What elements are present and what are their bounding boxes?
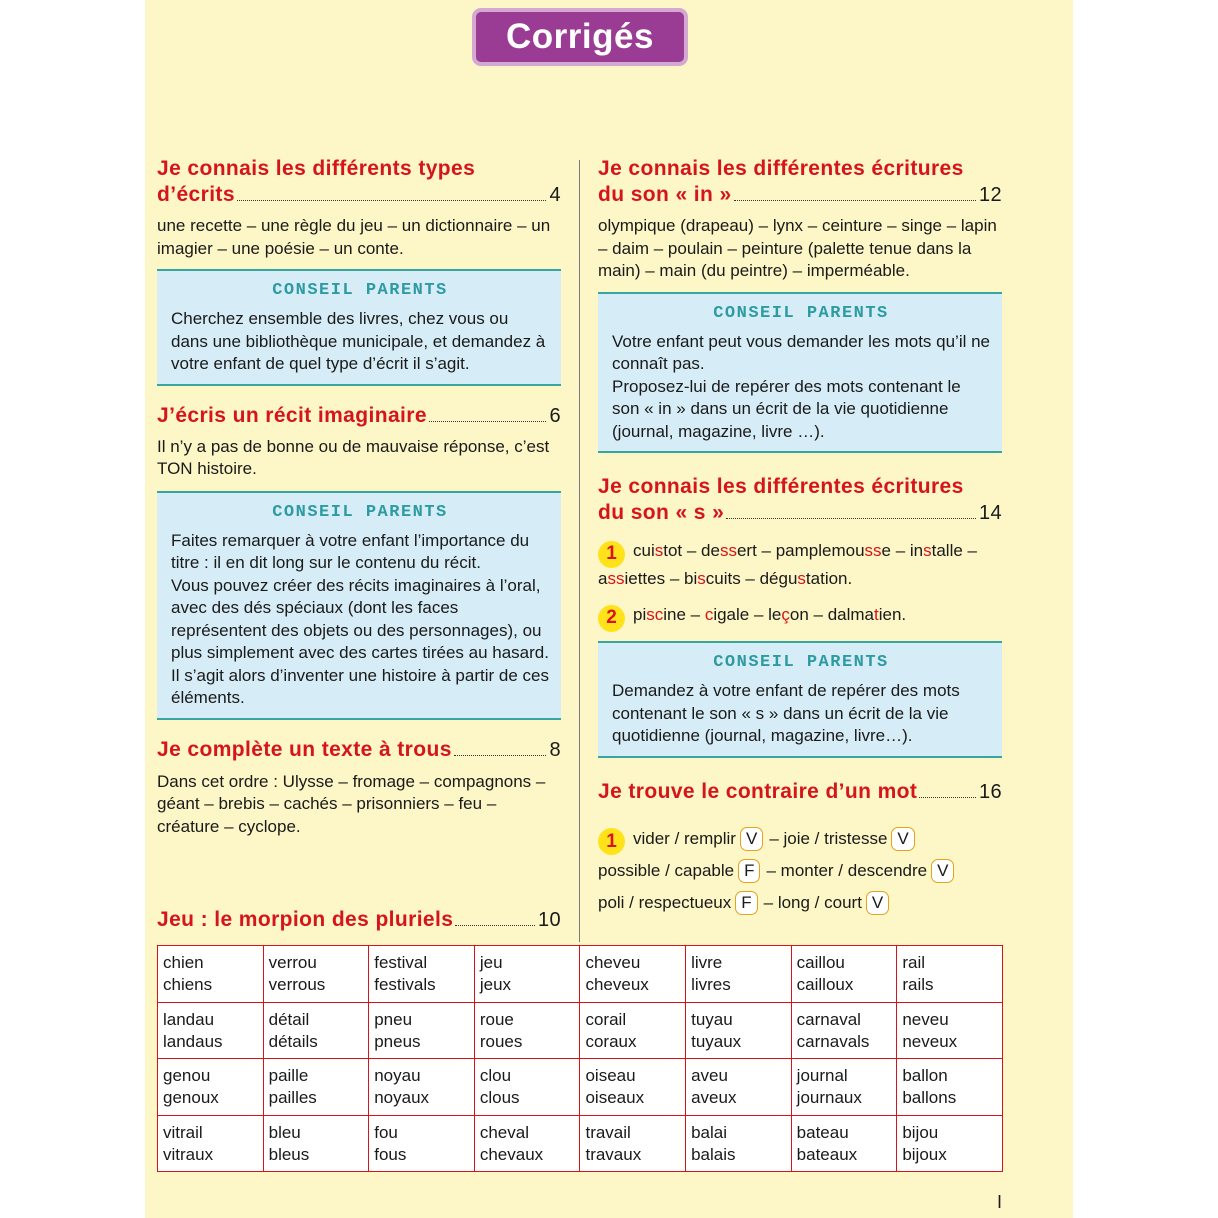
plural-word: neveux xyxy=(902,1031,958,1051)
left-column xyxy=(157,156,561,931)
conseil-title: CONSEIL PARENTS xyxy=(272,502,448,522)
conseil-box xyxy=(598,292,1002,454)
singular-word: aveu xyxy=(691,1066,728,1085)
grid-cell xyxy=(158,1115,264,1172)
exercise-text xyxy=(598,541,977,588)
answer-text: Il n’y a pas de bonne ou de mauvaise réponse, c’est TON histoire. xyxy=(157,436,550,478)
grid-cell xyxy=(158,1002,264,1059)
word-segment: ien. xyxy=(878,605,907,625)
plural-word: coraux xyxy=(585,1031,637,1051)
word-segment: talle – a xyxy=(598,541,977,588)
leader-dots xyxy=(454,755,547,756)
grid-cell xyxy=(686,1115,792,1172)
singular-word: bijou xyxy=(902,1122,939,1142)
highlighted-letters: s xyxy=(654,541,664,560)
page-ref: 14 xyxy=(978,502,1002,524)
leader-dots xyxy=(237,200,547,201)
conseil-text: Votre enfant peut vous demander les mots qu’il ne connaît pas. xyxy=(612,331,991,373)
right-column xyxy=(598,156,1002,919)
grid-cell xyxy=(369,1002,475,1059)
singular-word: vitrail xyxy=(163,1122,203,1142)
singular-word: festival xyxy=(374,953,428,972)
singular-word: clou xyxy=(479,1066,512,1085)
exercise-text xyxy=(633,605,906,624)
plural-word: fous xyxy=(374,1144,407,1164)
singular-word: corail xyxy=(585,1009,627,1029)
grid-cell xyxy=(369,946,475,1003)
exercise-number-badge: 1 xyxy=(598,828,625,855)
singular-word: paille xyxy=(268,1066,309,1085)
plural-word: pneus xyxy=(374,1031,421,1051)
conseil-box xyxy=(157,491,561,720)
leader-dots xyxy=(726,518,976,519)
plural-word: cailloux xyxy=(796,975,854,994)
page-ref: 10 xyxy=(537,909,561,931)
singular-word: livre xyxy=(691,953,723,972)
grid-cell xyxy=(897,1002,1003,1059)
grid-cell xyxy=(791,946,897,1003)
singular-word: balai xyxy=(691,1122,728,1142)
plural-word: ballons xyxy=(902,1088,957,1107)
highlighted-letters: ss xyxy=(864,541,882,560)
grid-cell xyxy=(263,1115,369,1172)
singular-word: roue xyxy=(479,1009,514,1029)
plural-word: rails xyxy=(902,975,934,994)
grid-cell xyxy=(580,1002,686,1059)
plural-word: chiens xyxy=(163,975,213,994)
conseil-title: CONSEIL PARENTS xyxy=(713,303,889,323)
singular-word: travail xyxy=(585,1122,631,1142)
plural-word: tuyaux xyxy=(691,1031,742,1051)
grid-cell xyxy=(686,1002,792,1059)
exercise-answer xyxy=(598,604,1002,632)
plural-word: journaux xyxy=(796,1088,862,1107)
conseil-text: Faites remarquer à votre enfant l’importance du titre : il en dit long sur le contenu du récit. xyxy=(171,530,530,572)
answer-box: F xyxy=(738,859,760,883)
answer-text: olympique (drapeau) – lynx – ceinture – singe – lapin – daim – poulain – peinture (palette tenue dans la main) – main (du peintre) – imperméable. xyxy=(598,216,997,280)
answer-text: Dans cet ordre : Ulysse – fromage – compagnons – géant – brebis – cachés – prisonniers – feu – créature – cyclope. xyxy=(157,771,546,836)
grid-cell xyxy=(791,1059,897,1116)
plural-word: clous xyxy=(479,1088,520,1107)
section-heading: Je connais les différentes écritures du son « s » 14 xyxy=(598,475,1002,524)
plural-word: vitraux xyxy=(163,1144,214,1164)
grid-cell xyxy=(158,1059,264,1116)
exercise-number-badge: 2 xyxy=(598,605,625,632)
answer-box: V xyxy=(866,891,889,915)
highlighted-letters: s xyxy=(797,568,806,588)
singular-word: caillou xyxy=(796,953,845,972)
page-ref: 6 xyxy=(549,404,561,427)
highlighted-letters: c xyxy=(704,605,714,625)
grid-cell xyxy=(474,1059,580,1116)
table-row xyxy=(158,1059,1003,1116)
singular-word: bleu xyxy=(268,1122,301,1142)
singular-word: ballon xyxy=(902,1066,948,1085)
plural-word: jeux xyxy=(479,975,512,994)
grid-cell xyxy=(158,946,264,1003)
plural-word: balais xyxy=(691,1144,736,1164)
word-segment: cuits – dégu xyxy=(705,568,798,588)
plural-word: livres xyxy=(691,975,731,994)
conseil-box xyxy=(157,269,561,386)
grid-cell xyxy=(897,946,1003,1003)
plural-word: noyaux xyxy=(374,1088,430,1107)
plural-word: chevaux xyxy=(479,1144,544,1164)
plural-word: bijoux xyxy=(902,1144,947,1164)
grid-cell xyxy=(263,946,369,1003)
answer-box: F xyxy=(735,891,757,915)
answer-box: V xyxy=(931,859,954,883)
highlighted-letters: ç xyxy=(781,605,790,625)
highlighted-letters: t xyxy=(874,605,879,625)
page-ref: 16 xyxy=(978,780,1002,803)
singular-word: chien xyxy=(163,953,204,972)
grid-cell xyxy=(791,1002,897,1059)
highlighted-letters: sc xyxy=(646,605,664,625)
singular-word: journal xyxy=(796,1066,848,1085)
plural-word: carnavals xyxy=(796,1031,870,1051)
plural-word: bateaux xyxy=(796,1144,858,1164)
word-segment: on – dalma xyxy=(789,605,875,625)
conseil-title: CONSEIL PARENTS xyxy=(713,653,889,672)
conseil-text: Demandez à votre enfant de repérer des mots contenant le son « s » dans un écrit de la vie quotidienne (journal, magazine, livre…). xyxy=(612,681,960,745)
grid-cell xyxy=(474,1002,580,1059)
singular-word: cheval xyxy=(479,1122,529,1142)
singular-word: fou xyxy=(374,1122,398,1142)
plural-word: pailles xyxy=(268,1088,317,1107)
answer-text: une recette – une règle du jeu – un dictionnaire – un imagier – une poésie – un conte. xyxy=(157,216,551,258)
conseil-text: Proposez-lui de repérer des mots contenant le son « in » dans un écrit de la vie quotidienne (journal, magazine, livre …). xyxy=(612,376,961,441)
singular-word: cheveu xyxy=(585,953,641,972)
highlighted-letters: s xyxy=(697,568,706,588)
table-row xyxy=(158,1002,1003,1059)
table-row xyxy=(158,1115,1003,1172)
exercise-answer xyxy=(598,540,1002,590)
grid-cell xyxy=(474,1115,580,1172)
grid-cell xyxy=(580,946,686,1003)
singular-word: rail xyxy=(902,953,925,972)
answer-box: V xyxy=(740,827,763,851)
plural-word: détails xyxy=(268,1031,318,1051)
section-heading: Je connais les différents types d’écrits 4 xyxy=(157,157,561,206)
singular-word: tuyau xyxy=(691,1009,733,1029)
plural-word: roues xyxy=(479,1031,523,1051)
answer-box: V xyxy=(891,827,914,851)
word-segment: cui xyxy=(633,541,655,560)
word-segment: tation. xyxy=(805,568,853,588)
word-segment: igale – le xyxy=(713,605,782,625)
grid-cell xyxy=(897,1059,1003,1116)
plural-word: cheveux xyxy=(585,975,649,994)
singular-word: landau xyxy=(163,1009,215,1029)
singular-word: genou xyxy=(163,1066,211,1085)
highlighted-letters: s xyxy=(923,541,932,560)
singular-word: neveu xyxy=(902,1009,949,1029)
highlighted-letters: ss xyxy=(719,541,737,560)
section-heading: Je complète un texte à trous 8 xyxy=(157,737,561,761)
plural-word: oiseaux xyxy=(585,1088,645,1107)
page-number: I xyxy=(997,1192,1003,1212)
page-ref: 12 xyxy=(978,184,1002,206)
column-divider xyxy=(579,160,580,942)
section-heading: Je trouve le contraire d’un mot 16 xyxy=(598,779,1002,803)
leader-dots xyxy=(455,925,535,926)
section-heading: Jeu : le morpion des pluriels 10 xyxy=(157,908,561,931)
singular-word: pneu xyxy=(374,1009,413,1029)
leader-dots xyxy=(919,797,976,798)
word-segment: ine – xyxy=(663,605,705,625)
singular-word: carnaval xyxy=(796,1009,861,1029)
section-heading: J’écris un récit imaginaire 6 xyxy=(157,403,561,427)
table-row xyxy=(158,946,1003,1003)
plural-word: verrous xyxy=(268,975,326,994)
page-title: Corrigés xyxy=(472,8,688,66)
singular-word: bateau xyxy=(796,1122,849,1142)
grid-cell xyxy=(474,946,580,1003)
conseil-box xyxy=(598,641,1002,758)
plural-word: aveux xyxy=(691,1088,737,1107)
plural-word: genoux xyxy=(163,1088,219,1107)
page-ref: 4 xyxy=(549,184,561,206)
leader-dots xyxy=(429,421,547,422)
grid-cell xyxy=(686,946,792,1003)
exercise-number-badge: 1 xyxy=(598,541,625,568)
grid-cell xyxy=(369,1059,475,1116)
conseil-text: Vous pouvez créer des récits imaginaires à l’oral, avec des dés spéciaux (dont les faces représentent des objets ou des personnages), ou plus simplement avec des cartes tirées au hasard. Il s’agit alors d’inventer une histoire à partir de ces éléments. xyxy=(171,575,549,707)
page-ref: 8 xyxy=(549,738,561,761)
singular-word: jeu xyxy=(479,953,503,972)
word-segment: pi xyxy=(633,605,647,625)
grid-cell xyxy=(686,1059,792,1116)
leader-dots xyxy=(734,200,976,201)
word-segment: iettes – bi xyxy=(624,568,698,588)
grid-cell xyxy=(791,1115,897,1172)
grid-cell xyxy=(580,1059,686,1116)
singular-word: verrou xyxy=(268,953,317,972)
plural-word: festivals xyxy=(374,975,436,994)
plural-word: bleus xyxy=(268,1144,310,1164)
plural-word: landaus xyxy=(163,1031,223,1051)
word-segment: e – in xyxy=(881,541,924,560)
plural-word: travaux xyxy=(585,1144,642,1164)
highlighted-letters: ss xyxy=(607,568,625,588)
word-segment: tot – de xyxy=(663,541,720,560)
singular-word: détail xyxy=(268,1009,310,1029)
conseil-title: CONSEIL PARENTS xyxy=(272,281,448,300)
true-false-answers: 1 vider / remplir V – joie / tristesse V possible / capable F – monter / descendre V poli / respectueux F – long / court V xyxy=(598,823,1002,920)
grid-cell xyxy=(263,1002,369,1059)
grid-cell xyxy=(897,1115,1003,1172)
grid-cell xyxy=(263,1059,369,1116)
singular-word: oiseau xyxy=(585,1066,636,1085)
section-heading: Je connais les différentes écritures du son « in » 12 xyxy=(598,157,1002,206)
grid-cell xyxy=(369,1115,475,1172)
word-segment: ert – pamplemou xyxy=(736,541,865,560)
plural-grid-table xyxy=(157,945,1003,1172)
grid-cell xyxy=(580,1115,686,1172)
singular-word: noyau xyxy=(374,1066,421,1085)
conseil-text: Cherchez ensemble des livres, chez vous ou dans une bibliothèque municipale, et demandez à votre enfant de quel type d’écrit il s’agit. xyxy=(171,309,546,373)
